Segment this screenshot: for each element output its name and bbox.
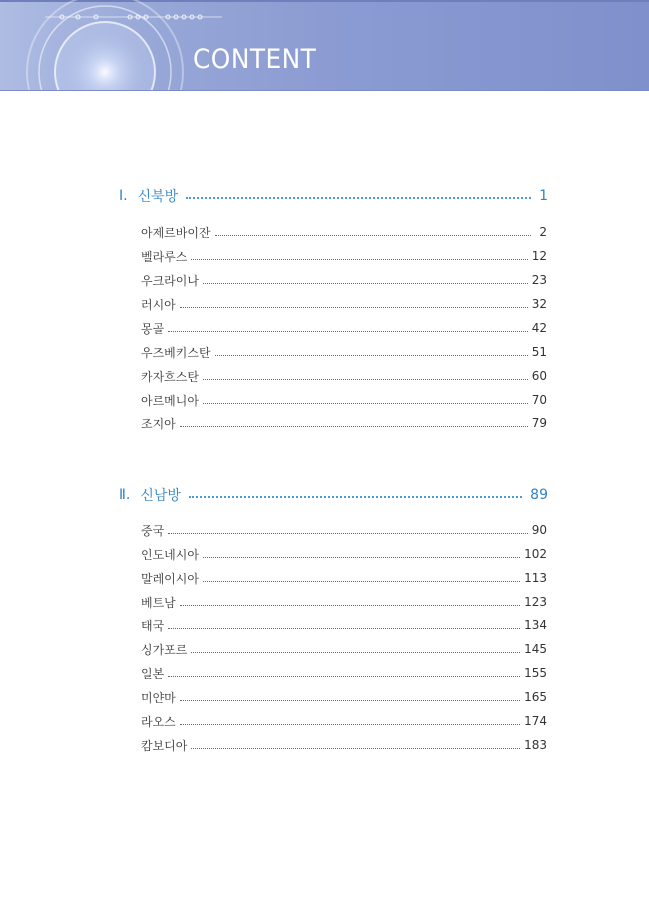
entry-page-number: 70 bbox=[531, 393, 547, 407]
entry-page-number: 123 bbox=[524, 595, 547, 609]
toc-entry[interactable] bbox=[141, 736, 547, 754]
entry-title: 러시아 bbox=[141, 297, 176, 312]
header-banner bbox=[0, 0, 649, 91]
dot-leader bbox=[168, 676, 520, 677]
entry-page-number: 2 bbox=[539, 225, 547, 239]
toc-entry[interactable] bbox=[141, 295, 547, 313]
dot-leader bbox=[180, 307, 528, 308]
dot-leader bbox=[180, 605, 520, 606]
entry-title: 몽골 bbox=[141, 321, 165, 336]
dot-leader bbox=[186, 197, 531, 199]
toc-entry[interactable] bbox=[141, 569, 547, 587]
dot-leader bbox=[203, 379, 528, 380]
entry-page-number: 183 bbox=[524, 738, 547, 752]
entry-page-number: 90 bbox=[531, 523, 547, 537]
entry-page-number: 79 bbox=[531, 416, 547, 430]
section-heading-new-northern[interactable] bbox=[119, 186, 548, 206]
dot-leader bbox=[191, 259, 527, 260]
toc-entry[interactable] bbox=[141, 391, 547, 409]
dot-leader bbox=[168, 331, 528, 332]
toc-entry[interactable] bbox=[141, 343, 547, 361]
section-title: 신남방 bbox=[140, 488, 181, 504]
entry-page-number: 51 bbox=[531, 345, 547, 359]
entry-title: 카자흐스탄 bbox=[141, 369, 199, 384]
entry-page-number: 113 bbox=[524, 571, 547, 585]
section-title: 신북방 bbox=[137, 189, 179, 205]
entry-title: 아제르바이잔 bbox=[141, 225, 211, 240]
banner-lens-graphic bbox=[0, 0, 649, 90]
section-page-number: 89 bbox=[530, 487, 548, 503]
entry-page-number: 102 bbox=[524, 547, 547, 561]
toc-entry[interactable] bbox=[141, 271, 547, 289]
entry-title: 우즈베키스탄 bbox=[141, 345, 211, 360]
toc-entry[interactable] bbox=[141, 688, 547, 706]
dot-leader bbox=[191, 652, 520, 653]
section-number: Ⅱ. bbox=[119, 487, 131, 503]
dot-leader bbox=[180, 700, 520, 701]
entry-title: 캄보디아 bbox=[141, 738, 188, 753]
entry-page-number: 155 bbox=[524, 666, 547, 680]
entry-page-number: 23 bbox=[531, 273, 547, 287]
entry-page-number: 60 bbox=[531, 369, 547, 383]
entry-title: 아르메니아 bbox=[141, 393, 199, 408]
dot-leader bbox=[180, 724, 520, 725]
dot-leader bbox=[180, 426, 528, 427]
entry-title: 일본 bbox=[141, 666, 165, 681]
entry-page-number: 145 bbox=[524, 642, 547, 656]
page-title: CONTENT bbox=[193, 44, 317, 75]
toc-entry[interactable] bbox=[141, 367, 547, 385]
dot-leader bbox=[203, 403, 528, 404]
entry-title: 벨라루스 bbox=[141, 249, 188, 264]
dot-leader bbox=[191, 748, 520, 749]
dot-leader bbox=[203, 581, 520, 582]
entry-title: 인도네시아 bbox=[141, 547, 199, 562]
entry-title: 태국 bbox=[141, 618, 165, 633]
toc-entry[interactable] bbox=[141, 247, 547, 265]
section-heading-new-southern[interactable] bbox=[119, 485, 548, 505]
entry-title: 우크라이나 bbox=[141, 273, 199, 288]
entry-page-number: 32 bbox=[531, 297, 547, 311]
entry-title: 말레이시아 bbox=[141, 571, 199, 586]
dot-leader bbox=[168, 628, 520, 629]
entry-page-number: 174 bbox=[524, 714, 547, 728]
section-page-number: 1 bbox=[539, 188, 548, 204]
entry-title: 라오스 bbox=[141, 714, 176, 729]
entry-page-number: 42 bbox=[531, 321, 547, 335]
entry-title: 조지아 bbox=[141, 416, 176, 431]
entry-title: 베트남 bbox=[141, 595, 176, 610]
dot-leader bbox=[203, 283, 528, 284]
section-number: Ⅰ. bbox=[119, 188, 128, 204]
dot-leader bbox=[189, 496, 522, 498]
dot-leader bbox=[215, 235, 531, 236]
toc-entry[interactable] bbox=[141, 712, 547, 730]
dot-leader bbox=[203, 557, 520, 558]
toc-entry[interactable] bbox=[141, 593, 547, 611]
toc-entry[interactable] bbox=[141, 664, 547, 682]
entry-title: 싱가포르 bbox=[141, 642, 188, 657]
toc-entry[interactable] bbox=[141, 545, 547, 563]
toc-entry[interactable] bbox=[141, 414, 547, 432]
toc-entry[interactable] bbox=[141, 319, 547, 337]
entry-page-number: 134 bbox=[524, 618, 547, 632]
toc-entry[interactable] bbox=[141, 640, 547, 658]
entry-title: 중국 bbox=[141, 523, 165, 538]
dot-leader bbox=[168, 533, 528, 534]
entry-page-number: 12 bbox=[531, 249, 547, 263]
toc-entry[interactable] bbox=[141, 521, 547, 539]
toc-entry[interactable] bbox=[141, 223, 547, 241]
entry-title: 미얀마 bbox=[141, 690, 176, 705]
entry-page-number: 165 bbox=[524, 690, 547, 704]
toc-entry[interactable] bbox=[141, 616, 547, 634]
dot-leader bbox=[215, 355, 528, 356]
